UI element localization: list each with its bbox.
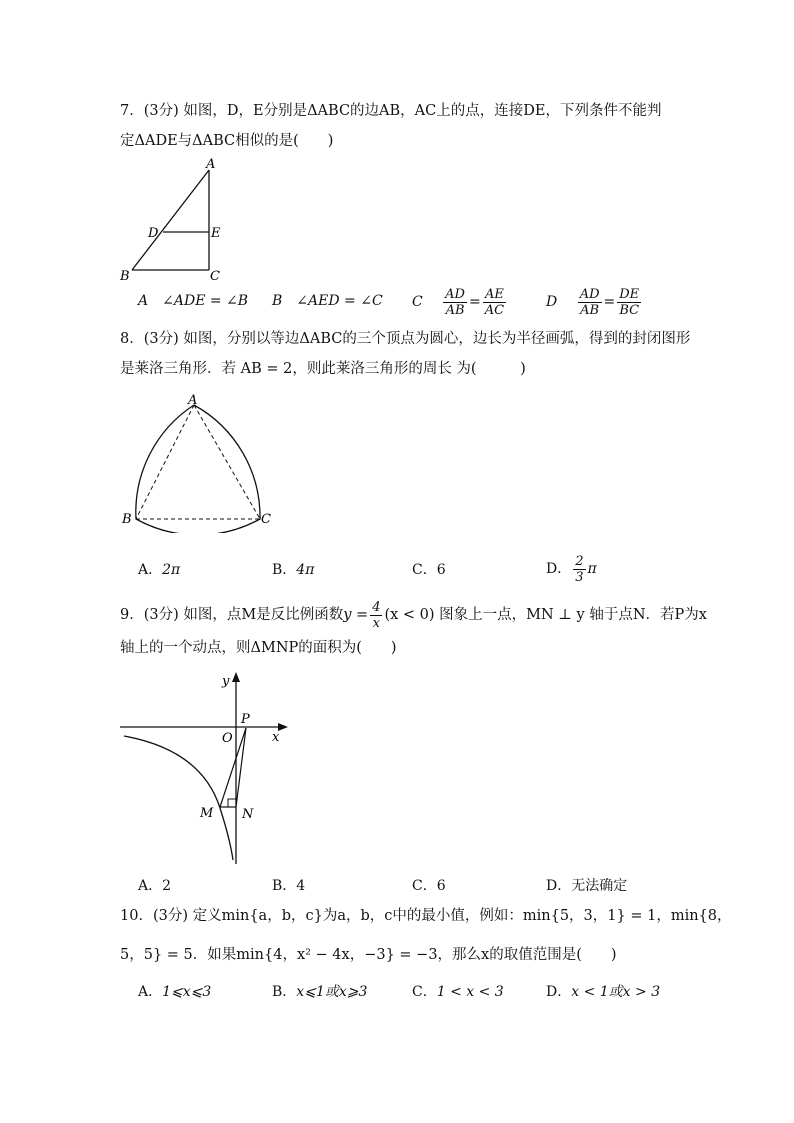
q7-stem-line1: 7．(3分) 如图，D，E分别是ΔABC的边AB，AC上的点，连接DE，下列条件不能判 <box>120 103 662 119</box>
q7-option-d[interactable]: D $\frac{AD}{AB}$ = $\frac{DE}{BC}$ <box>546 286 640 318</box>
q9-stem-line1: 9．(3分) 如图，点M是反比例函数y = $\frac{4}{x}$ (x < 0) 图象上一点，MN ⊥ y 轴于点N．若P为x <box>120 599 707 631</box>
q10-option-a[interactable]: A．1⩽x⩽3 <box>138 984 212 1000</box>
q8-label-b: B <box>122 512 132 527</box>
q7-stem-line2: 定ΔADE与ΔABC相似的是( ) <box>120 133 334 149</box>
q8-option-b[interactable]: B．4π <box>272 562 315 578</box>
q10-option-c[interactable]: C．1 < x < 3 <box>412 984 504 1000</box>
q8-label-c: C <box>261 512 271 527</box>
q9-option-c[interactable]: C．6 <box>412 878 446 894</box>
q8-stem-line2: 是莱洛三角形．若 AB = 2，则此莱洛三角形的周长 为( ) <box>120 361 526 377</box>
q7-label-b: B <box>120 269 130 284</box>
q9-label-x: x <box>272 730 280 745</box>
q8-option-a[interactable]: A．2π <box>138 562 181 578</box>
q9-stem-line2: 轴上的一个动点，则ΔMNP的面积为( ) <box>120 640 397 656</box>
q10-stem-line1: 10．(3分) 定义min{a，b，c}为a，b，c中的最小值，例如：min{5，3，1} = 1，min{8， <box>120 908 732 924</box>
q9-function-figure <box>118 668 298 868</box>
q7-label-d: D <box>148 226 159 241</box>
q9-x-axis-arrow <box>278 723 288 731</box>
q8-reuleaux-figure <box>118 393 283 533</box>
q7-triangle-figure <box>112 156 242 286</box>
q7-label-c: C <box>210 269 220 284</box>
q8-side-ac <box>194 405 260 519</box>
q7-option-a[interactable]: A ∠ADE = ∠B <box>138 293 249 309</box>
q9-label-y: y <box>222 674 230 689</box>
q9-option-b[interactable]: B．4 <box>272 878 306 894</box>
q10-option-b[interactable]: B．x⩽1或x⩾3 <box>272 984 368 1000</box>
q8-side-ab <box>136 405 194 519</box>
q9-label-m: M <box>200 806 214 821</box>
q9-option-d[interactable]: D．无法确定 <box>546 878 628 894</box>
q7-side-ab <box>132 170 209 270</box>
q8-reuleaux-outline <box>136 405 260 533</box>
q9-right-angle-mark <box>228 799 236 807</box>
q8-stem-line1: 8．(3分) 如图，分别以等边ΔABC的三个顶点为圆心，边长为半径画弧，得到的封闭图形 <box>120 331 691 347</box>
q7-label-a: A <box>206 157 216 172</box>
q7-option-b[interactable]: B ∠AED = ∠C <box>272 293 383 309</box>
q9-label-n: N <box>242 807 254 822</box>
q8-option-c[interactable]: C．6 <box>412 562 446 578</box>
q7-label-e: E <box>211 226 221 241</box>
q10-option-d[interactable]: D．x < 1或x > 3 <box>546 984 661 1000</box>
q9-segment-np <box>236 728 246 807</box>
q8-option-d[interactable]: D． $\frac{2}{3}$ π <box>546 553 597 585</box>
q10-stem-line2: 5，5} = 5．如果min{4，x² − 4x，−3} = −3，那么x的取值范围是( ) <box>120 947 617 963</box>
q9-option-a[interactable]: A．2 <box>138 878 172 894</box>
q9-y-axis-arrow <box>232 672 240 682</box>
q8-label-a: A <box>188 393 198 408</box>
q9-hyperbola-curve <box>124 736 233 860</box>
q9-label-o: O <box>222 731 233 746</box>
q9-label-p: P <box>241 712 250 727</box>
q7-option-c[interactable]: C $\frac{AD}{AB}$ = $\frac{AE}{AC}$ <box>412 286 505 318</box>
